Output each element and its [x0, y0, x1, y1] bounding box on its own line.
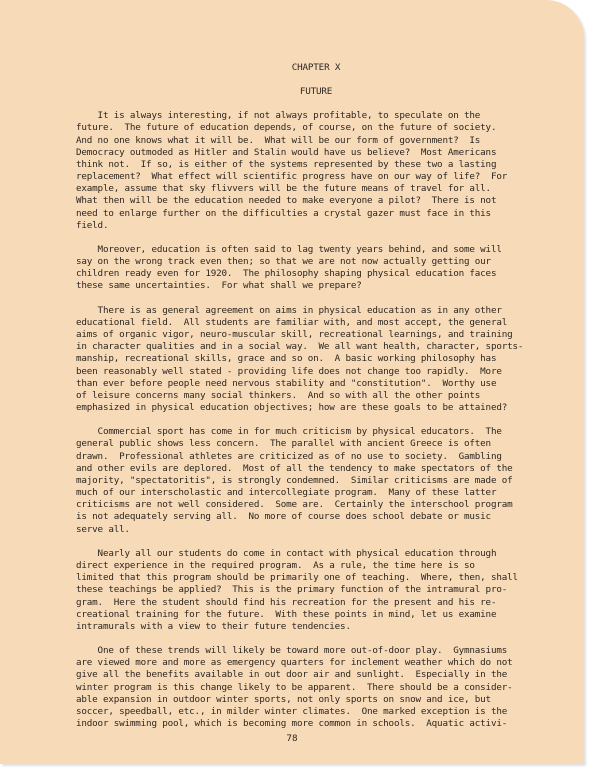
chapter-title: FUTURE: [299, 86, 333, 98]
text-line: of leisure concerns many social thinkers. And so with all the other points: [76, 389, 481, 401]
text-line: educational field. All students are familiar with, and most accept, the general: [76, 316, 508, 328]
text-line: Commercial sport has come in for much criticism by physical educators. The: [76, 426, 502, 438]
text-line: is not adequately serving all. No more of course does school debate or music: [76, 511, 491, 523]
text-line: intramurals with a view to their future tendencies.: [76, 620, 351, 632]
text-line: Democracy outmoded as Hitler and Stalin would have us believe? Most Americans: [76, 146, 497, 158]
text-line: been reasonably well stated - providing life does not change too rapidly. More: [76, 365, 502, 377]
text-line: indoor swimming pool, which is becoming more common in schools. Aquatic activi-: [76, 718, 508, 730]
text-line: What then will be the education needed to make everyone a pilot? There is not: [76, 195, 497, 207]
text-line: One of these trends will likely be toward more out-of-door play. Gymnasiums: [76, 645, 508, 657]
text-line: direct experience in the required program. As a rule, the time here is so: [76, 560, 475, 572]
text-line: It is always interesting, if not always profitable, to speculate on the: [76, 110, 481, 122]
page-text: [76, 62, 556, 742]
text-line: And no one knows what it will be. What will be our form of government? Is: [76, 134, 481, 146]
text-line: gram. Here the student should find his recreation for the present and his re-: [76, 596, 497, 608]
text-line: and other evils are deplored. Most of all the tendency to make spectators of the: [76, 462, 513, 474]
chapter-heading: CHAPTER X: [291, 62, 341, 73]
text-line: drawn. Professional athletes are criticized as of no use to society. Gambling: [76, 450, 502, 462]
text-line: much of our interscholastic and intercollegiate program. Many of these latter: [76, 487, 497, 499]
page-number: 78: [286, 733, 298, 744]
text-line: are viewed more and more as emergency quarters for inclement weather which do not: [76, 657, 513, 669]
text-line: these same uncertainties. For what shall we prepare?: [76, 280, 362, 292]
text-line: Nearly all our students do come in contact with physical education through: [76, 547, 497, 559]
text-line: aims of organic vigor, neuro-muscular skill, recreational learnings, and training: [76, 329, 513, 341]
text-line: in character qualities and in a social way. We all want health, character, sports-: [76, 341, 524, 353]
text-line: children ready even for 1920. The philosophy shaping physical education faces: [76, 268, 497, 280]
text-line: able expansion in outdoor winter sports, not only sports on snow and ice, but: [76, 693, 491, 705]
text-line: these teachings be applied? This is the primary function of the intramural pro-: [76, 584, 508, 596]
text-line: creational training for the future. With these points in mind, let us examine: [76, 608, 497, 620]
text-line: emphasized in physical education objectives; how are these goals to be attained?: [76, 402, 508, 414]
text-line: think not. If so, is either of the systems represented by these two a lasting: [76, 158, 497, 170]
text-line: need to enlarge further on the difficulties a crystal gazer must face in this: [76, 207, 491, 219]
text-line: give all the benefits available in out door air and sunlight. Especially in the: [76, 669, 508, 681]
text-line: criticisms are not well considered. Some are. Certainly the interschool program: [76, 499, 513, 511]
text-line: serve all.: [76, 523, 130, 535]
text-line: field.: [76, 219, 109, 231]
text-line: replacement? What effect will scientific progress have on our way of life? For: [76, 171, 508, 183]
text-line: There is as general agreement on aims in physical education as in any other: [76, 304, 502, 316]
text-line: soccer, speedball, etc., in milder winter climates. One marked exception is the: [76, 705, 508, 717]
text-line: limited that this program should be primarily one of teaching. Where, then, shall: [76, 572, 518, 584]
body-paragraphs: [76, 110, 556, 730]
text-line: winter program is this change likely to be apparent. There should be a consider-: [76, 681, 513, 693]
text-line: general public shows less concern. The parallel with ancient Greece is often: [76, 438, 491, 450]
paragraph: [76, 548, 556, 633]
paragraph: [76, 244, 556, 293]
text-line: say on the wrong track even then; so that we are not now actually getting our: [76, 256, 491, 268]
paragraph: [76, 110, 556, 232]
text-line: example, assume that sky flivvers will be the future means of travel for all.: [76, 183, 491, 195]
text-line: Moreover, education is often said to lag twenty years behind, and some will: [76, 244, 502, 256]
text-line: majority, "spectatoritis", is strongly condemned. Similar criticisms are made of: [76, 474, 513, 486]
paragraph: [76, 305, 556, 414]
text-line: than ever before people need nervous stability and "constitution". Worthy use: [76, 377, 497, 389]
text-line: future. The future of education depends, of course, on the future of society.: [76, 122, 497, 134]
paragraph: [76, 645, 556, 730]
text-line: manship, recreational skills, grace and so on. A basic working philosophy has: [76, 353, 497, 365]
paragraph: [76, 426, 556, 535]
